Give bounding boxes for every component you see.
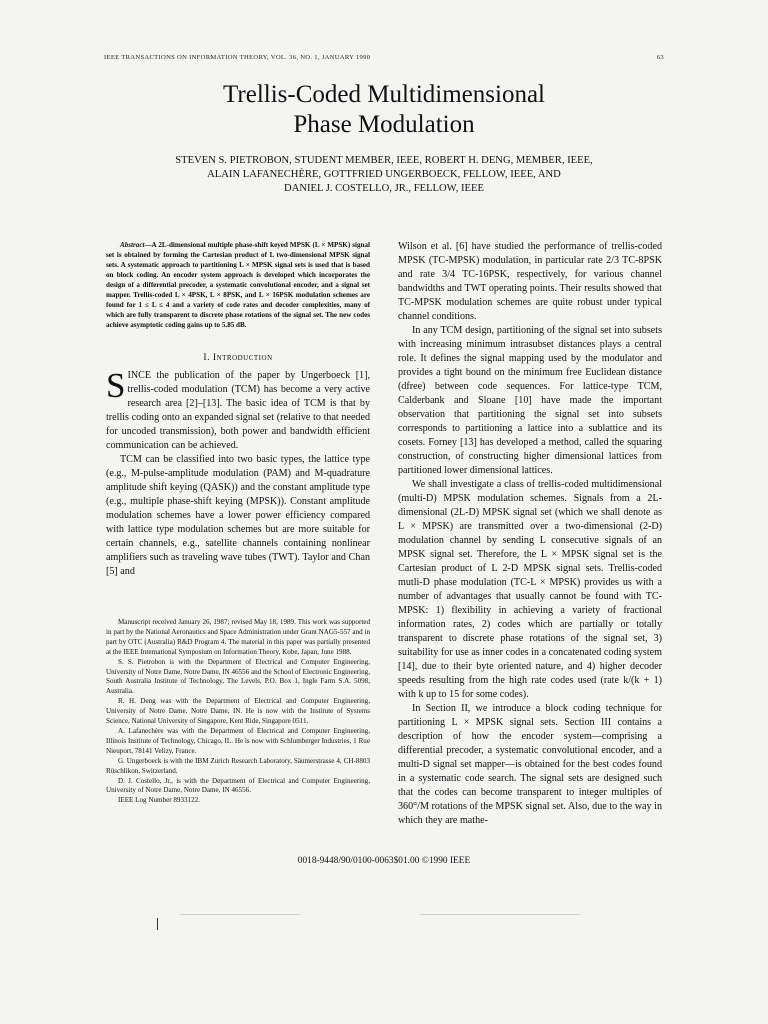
title-line-2: Phase Modulation (293, 111, 475, 138)
author-line-3: DANIEL J. COSTELLO, JR., FELLOW, IEEE (284, 183, 484, 194)
right-column (398, 240, 662, 828)
right-paragraph-1: Wilson et al. [6] have studied the performance of trellis-coded MPSK (TC-MPSK) modulation, in particular rate 2/3 TC-8PSK and rate 3/4 TC-16PSK, respectively, for various channel bandwidths and TWT operating points. Their results showed that TC-MPSK modulation schemes are quite robust under typical channel conditions. (398, 241, 662, 322)
footnotes (106, 618, 370, 806)
scan-artifact-line (420, 914, 580, 915)
section-number: I. (203, 352, 210, 363)
right-paragraph-4: In Section II, we introduce a block coding technique for partitioning L × MPSK signal sets. Section III contains a description of how the encoder system—comprising a differential precoder, a systematic convolutional encoder, and a multi-D signal set mapper—is obtained for the best codes found in a systematic code search. The signal sets are designed such that the codes can become transparent to integer multiples of 360°/M rotations of the MPSK signal set. Also, due to the way in which they are mathe- (398, 703, 662, 826)
author-line-1: STEVEN S. PIETROBON, STUDENT MEMBER, IEEE, ROBERT H. DENG, MEMBER, IEEE, (175, 155, 593, 166)
journal-header: IEEE TRANSACTIONS ON INFORMATION THEORY, VOL. 36, NO. 1, JANUARY 1990 (104, 54, 371, 61)
page-number: 63 (656, 54, 664, 61)
intro-text-1: INCE the publication of the paper by Ungerboeck [1], trellis-coded modulation (TCM) has become a very active research area [2]–[13]. The basic idea of TCM is that by trellis coding onto an expanded signal set (relative to that needed for uncoded transmission), both power and bandwidth efficient communication can be achieved. (106, 370, 370, 451)
copyright-line: 0018-9448/90/0100-0063$01.00 ©1990 IEEE (297, 856, 471, 866)
right-paragraph-3: We shall investigate a class of trellis-coded multidimensional (multi-D) MPSK modulation schemes. Signals from a 2L-dimensional (2L-D) MPSK signal set (which we shall denote as L × MPSK) are transmitted over a two-dimensional (2-D) modulation channel by sending L consecutive signals of an MPSK signal set. Therefore, the L × MPSK signal set is the Cartesian product of L 2-D MPSK signal sets. Trellis-coded mutli-D phase modulation (TC-L × MPSK) provides us with a number of advantages that usually cannot be found with TC-MPSK: 1) flexibility in achieving a variety of fractional information rates, 2) codes which are partially or totally transparent to discrete phase rotations of the signal set, 3) suitability for use as inner codes in a concatenated coding system [14], due to their byte oriented nature, and 4) higher decoder speeds resulting from the high rate codes used (rate k/(k + 1) with k up to 15 for some codes). (398, 479, 662, 700)
footnote-manuscript: Manuscript received January 26, 1987; revised May 18, 1989. This work was supported in part by the National Aeronautics and Space Administration under Grant NAG5-557 and in part by OTC (Australia) R&D Program 4. The material in this paper was partially presented at the IEEE International Symposium on Information Theory, Kobe, Japan, June 1988. (106, 618, 370, 656)
author-list (0, 154, 768, 196)
footnote-ungerboeck: G. Ungerboeck is with the IBM Zurich Research Laboratory, Säumerstrasse 4, CH-8803 Rüschlikon, Switzerland. (106, 756, 370, 775)
abstract-text: —A 2L-dimensional multiple phase-shift keyed MPSK (L × MPSK) signal set is obtained by forming the Cartesian product of L two-dimensional MPSK signal sets. A systematic approach to partitioning L × MPSK signal sets is used that is based on block coding. An encoder system approach is developed which incorporates the design of a differential precoder, a systematic convolutional encoder, and a signal set mapper. Trellis-coded L × 4PSK, L × 8PSK, and L × 16PSK modulation schemes are found for 1 ≤ L ≤ 4 and a variety of code rates and decoder complexities, many of which are fully transparent to discrete phase rotations of the signal set. The new codes achieve asymptotic coding gains up to 5.85 dB. (106, 241, 370, 329)
footnote-log-number: IEEE Log Number 8933122. (118, 796, 200, 805)
abstract-label: Abstract (120, 241, 145, 249)
left-column (106, 240, 370, 579)
running-header (104, 54, 664, 61)
scan-artifact-mark (157, 918, 158, 930)
right-paragraph-2: In any TCM design, partitioning of the signal set into subsets with increasing minimum intrasubset distances plays a central role. It defines the signal mapping used by the modulator and provides a tight bound on the minimum free Euclidean distance (dfree) between code sequences. For lattice-type TCM, Calderbank and Sloane [10] have made the important observation that partitioning the signal set into subsets corresponds to partitioning a lattice into a sublattice and its cosets. Forney [13] has developed a method, called the squaring construction, of constructing higher dimensional lattices from partitioned lower dimensional lattices. (398, 325, 662, 476)
drop-cap: S (106, 366, 126, 405)
footnote-lafanechere: A. Lafanechère was with the Department of Electrical and Computer Engineering, Illinois Institute of Technology, Chicago, IL. He is now with Schlumberger Industries, 1 Rue Nieuport, 78141 Velizy, France. (106, 726, 370, 755)
footnote-deng: R. H. Deng was with the Department of Electrical and Computer Engineering, University of Notre Dame, Notre Dame, IN. He is now with the Institute of Systems Science, National University of Singapore, Kent Ride, Singapore 0511. (106, 697, 370, 726)
title-line-1: Trellis-Coded Multidimensional (223, 81, 545, 108)
section-title: Introduction (212, 352, 273, 363)
footnote-costello: D. J. Costello, Jr., is with the Department of Electrical and Computer Engineering, University of Notre Dame, Notre Dame, IN 46556. (106, 776, 370, 795)
paper-title (0, 80, 768, 140)
footnote-pietrobon: S. S. Pietrobon is with the Department of Electrical and Computer Engineering, University of Notre Dame, Notre Dame, IN 46556 and the School of Electronic Engineering, South Australia Institute of Technology, The Levels, P.O. Box 1, Ingle Farm S.A. 5098, Australia. (106, 657, 370, 696)
scan-artifact-line (180, 914, 300, 915)
intro-paragraph-2: TCM can be classified into two basic types, the lattice type (e.g., M-pulse-amplitude modulation (PAM) and M-quadrature amplitude shift keying (QASK)) and the constant amplitude type (e.g., multiple phase-shift keying (MPSK)). Constant amplitude modulation schemes have a lower power efficiency compared with lattice type modulation schemes but are more suitable for certain channels, e.g., satellite channels containing nonlinear amplifiers such as traveling wave tubes (TWT). Taylor and Chan [5] and (106, 454, 370, 577)
author-line-2: ALAIN LAFANECHÈRE, GOTTFRIED UNGERBOECK, FELLOW, IEEE, AND (207, 169, 561, 180)
section-heading (106, 352, 370, 363)
abstract (106, 240, 370, 330)
intro-paragraph-1 (106, 366, 370, 453)
